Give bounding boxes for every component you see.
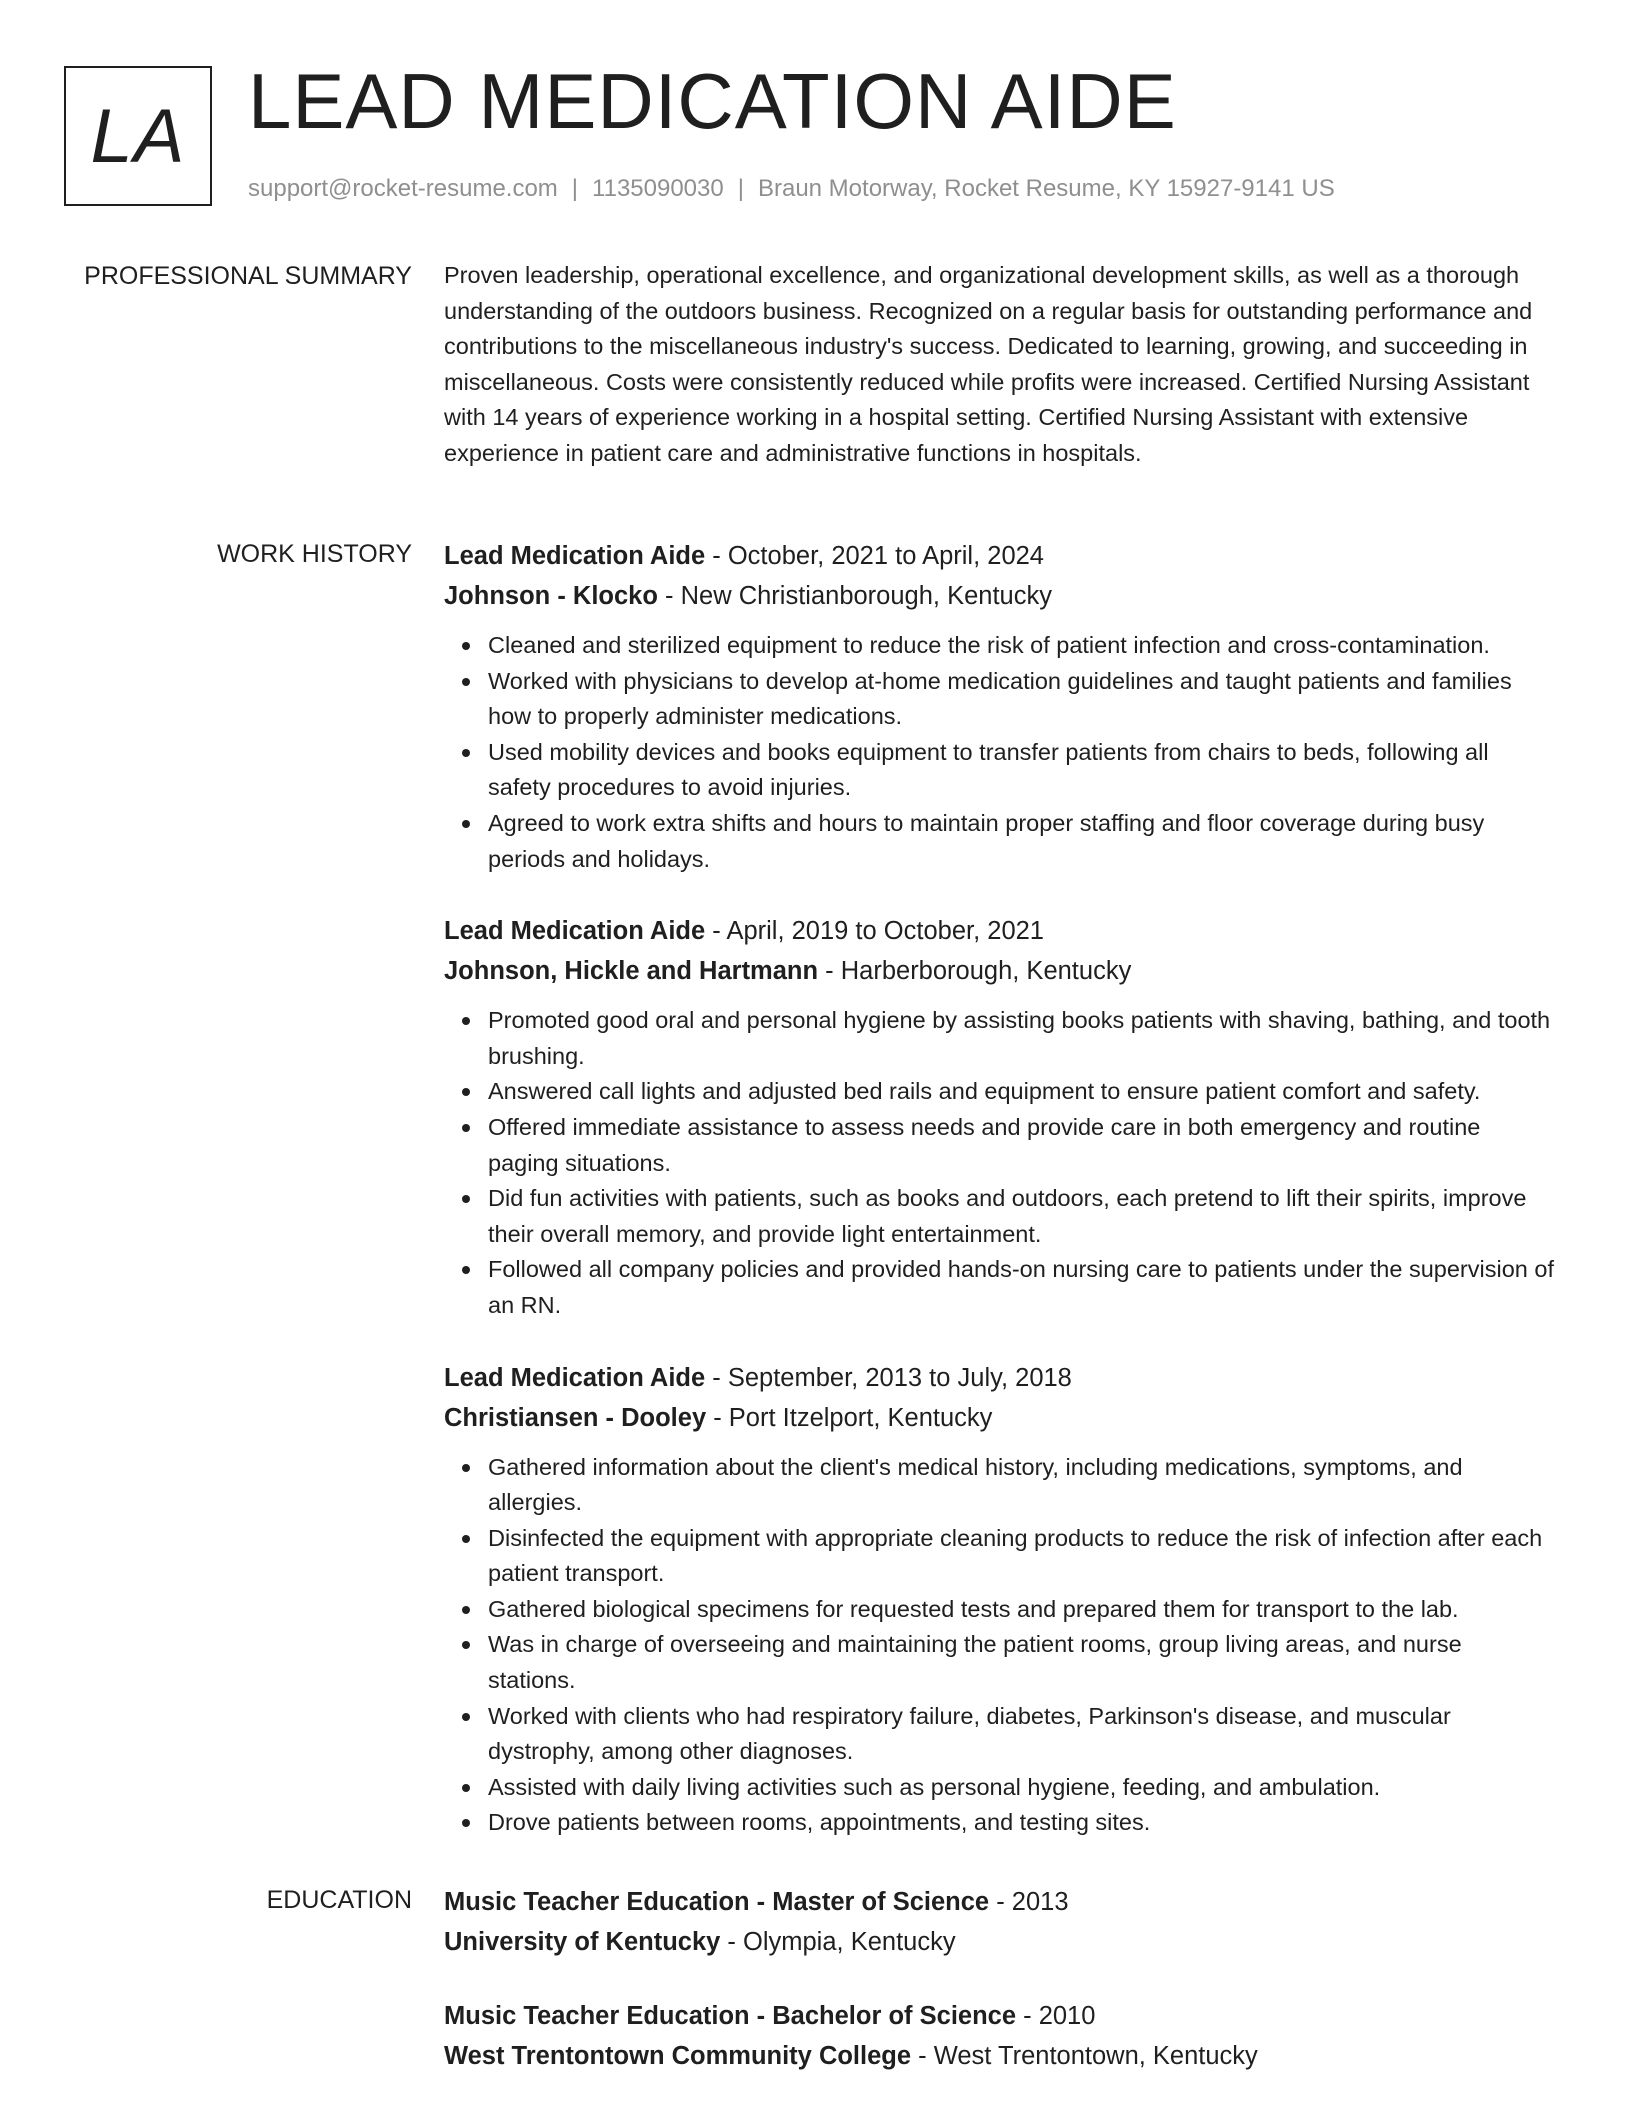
job-title-line [444, 911, 1554, 951]
contact-separator: | [737, 175, 744, 202]
degree-line [444, 1882, 1554, 1922]
job-bullet: Worked with clients who had respiratory failure, diabetes, Parkinson's disease, and muscular dystrophy, among other diagnoses. [488, 1699, 1554, 1770]
job-bullet: Followed all company policies and provided hands-on nursing care to patients under the supervision of an RN. [488, 1252, 1554, 1323]
job-company: Johnson - Klocko [444, 582, 658, 610]
job-bullet: Was in charge of overseeing and maintaining the patient rooms, group living areas, and nurse stations. [488, 1627, 1554, 1698]
job-dates: - April, 2019 to October, 2021 [705, 917, 1044, 946]
degree-year: - 2013 [989, 1888, 1069, 1916]
job-company-line [444, 576, 1554, 616]
job-title: Lead Medication Aide [444, 917, 706, 946]
contact-address: Braun Motorway, Rocket Resume, KY 15927-9141 US [757, 175, 1335, 202]
job-bullet: Gathered biological specimens for requested tests and prepared them for transport to the lab. [488, 1592, 1554, 1628]
job-bullets [444, 1003, 1554, 1323]
job-location: - Port Itzelport, Kentucky [706, 1403, 993, 1432]
school-location: - West Trentontown, Kentucky [911, 2042, 1258, 2070]
contact-separator: | [571, 175, 579, 202]
job-title: Lead Medication Aide [444, 542, 706, 570]
job-title-line [444, 1358, 1554, 1398]
job-bullets [444, 628, 1554, 877]
job-company-line [444, 1398, 1554, 1438]
school-line [444, 2036, 1554, 2076]
school-line [444, 1922, 1554, 1962]
job-location: - New Christianborough, Kentucky [657, 582, 1052, 610]
job-bullet: Answered call lights and adjusted bed rails and equipment to ensure patient comfort and safety. [488, 1074, 1554, 1110]
work-history-body [444, 536, 1554, 1875]
job-location: - Harberborough, Kentucky [818, 957, 1132, 986]
job-bullet: Assisted with daily living activities such as personal hygiene, feeding, and ambulation. [488, 1770, 1554, 1806]
summary-text: Proven leadership, operational excellence, and organizational development skills, as well as a thorough understanding of the outdoors business. Recognized on a regular basis for outstanding performance and contributions to the miscellaneous industry's success. Dedicated to learning, growing, and succeeding in miscellaneous. Costs were consistently reduced while profits were increased. Certified Nursing Assistant with 14 years of experience working in a hospital setting. Certified Nursing Assistant with extensive experience in patient care and administrative functions in hospitals. [444, 262, 1533, 466]
job-company: Johnson, Hickle and Hartmann [444, 957, 819, 986]
job-bullet: Cleaned and sterilized equipment to reduce the risk of patient infection and cross-contamination. [488, 628, 1554, 664]
job-bullets [444, 1450, 1554, 1842]
degree-name: Music Teacher Education - Master of Science [444, 1888, 990, 1916]
job-entry [444, 911, 1554, 1323]
job-company: Christiansen - Dooley [444, 1403, 707, 1432]
contact-phone[interactable]: 1135090030 [592, 175, 724, 202]
monogram-badge [64, 66, 212, 206]
section-label-education: EDUCATION [266, 1886, 412, 1914]
job-bullet: Worked with physicians to develop at-home medication guidelines and taught patients and families how to properly administer medications. [488, 664, 1554, 735]
school-location: - Olympia, Kentucky [720, 1928, 956, 1956]
job-bullet: Agreed to work extra shifts and hours to maintain proper staffing and floor coverage during busy periods and holidays. [488, 806, 1554, 877]
degree-name: Music Teacher Education - Bachelor of Science [444, 2002, 1017, 2030]
job-company-line [444, 951, 1554, 991]
contact-email[interactable]: support@rocket-resume.com [248, 175, 558, 202]
job-dates: - September, 2013 to July, 2018 [705, 1363, 1072, 1392]
job-bullet: Offered immediate assistance to assess needs and provide care in both emergency and routine paging situations. [488, 1110, 1554, 1181]
resume-title: LEAD MEDICATION AIDE [248, 57, 1177, 145]
job-bullet: Disinfected the equipment with appropriate cleaning products to reduce the risk of infection after each patient transport. [488, 1521, 1554, 1592]
job-dates: - October, 2021 to April, 2024 [705, 542, 1044, 570]
job-entry [444, 536, 1554, 877]
contact-line [248, 172, 1335, 206]
school-name: West Trentontown Community College [444, 2042, 912, 2070]
school-name: University of Kentucky [444, 1928, 721, 1956]
job-bullet: Drove patients between rooms, appointments, and testing sites. [488, 1805, 1554, 1841]
monogram-initials: LA [90, 93, 186, 179]
job-title-line [444, 536, 1554, 576]
job-title: Lead Medication Aide [444, 1363, 706, 1392]
job-bullet: Used mobility devices and books equipment to transfer patients from chairs to beds, following all safety procedures to avoid injuries. [488, 735, 1554, 806]
education-entry [444, 1996, 1554, 2076]
degree-line [444, 1996, 1554, 2036]
degree-year: - 2010 [1016, 2002, 1096, 2030]
job-entry [444, 1358, 1554, 1842]
job-bullet: Gathered information about the client's medical history, including medications, symptoms, and allergies. [488, 1450, 1554, 1521]
job-bullet: Promoted good oral and personal hygiene by assisting books patients with shaving, bathing, and tooth brushing. [488, 1003, 1554, 1074]
section-label-work-history: WORK HISTORY [217, 540, 412, 568]
education-body [444, 1882, 1554, 2110]
section-label-summary: PROFESSIONAL SUMMARY [84, 262, 412, 290]
job-bullet: Did fun activities with patients, such as books and outdoors, each pretend to lift their spirits, improve their overall memory, and provide light entertainment. [488, 1181, 1554, 1252]
education-entry [444, 1882, 1554, 1962]
summary-body [444, 258, 1554, 472]
